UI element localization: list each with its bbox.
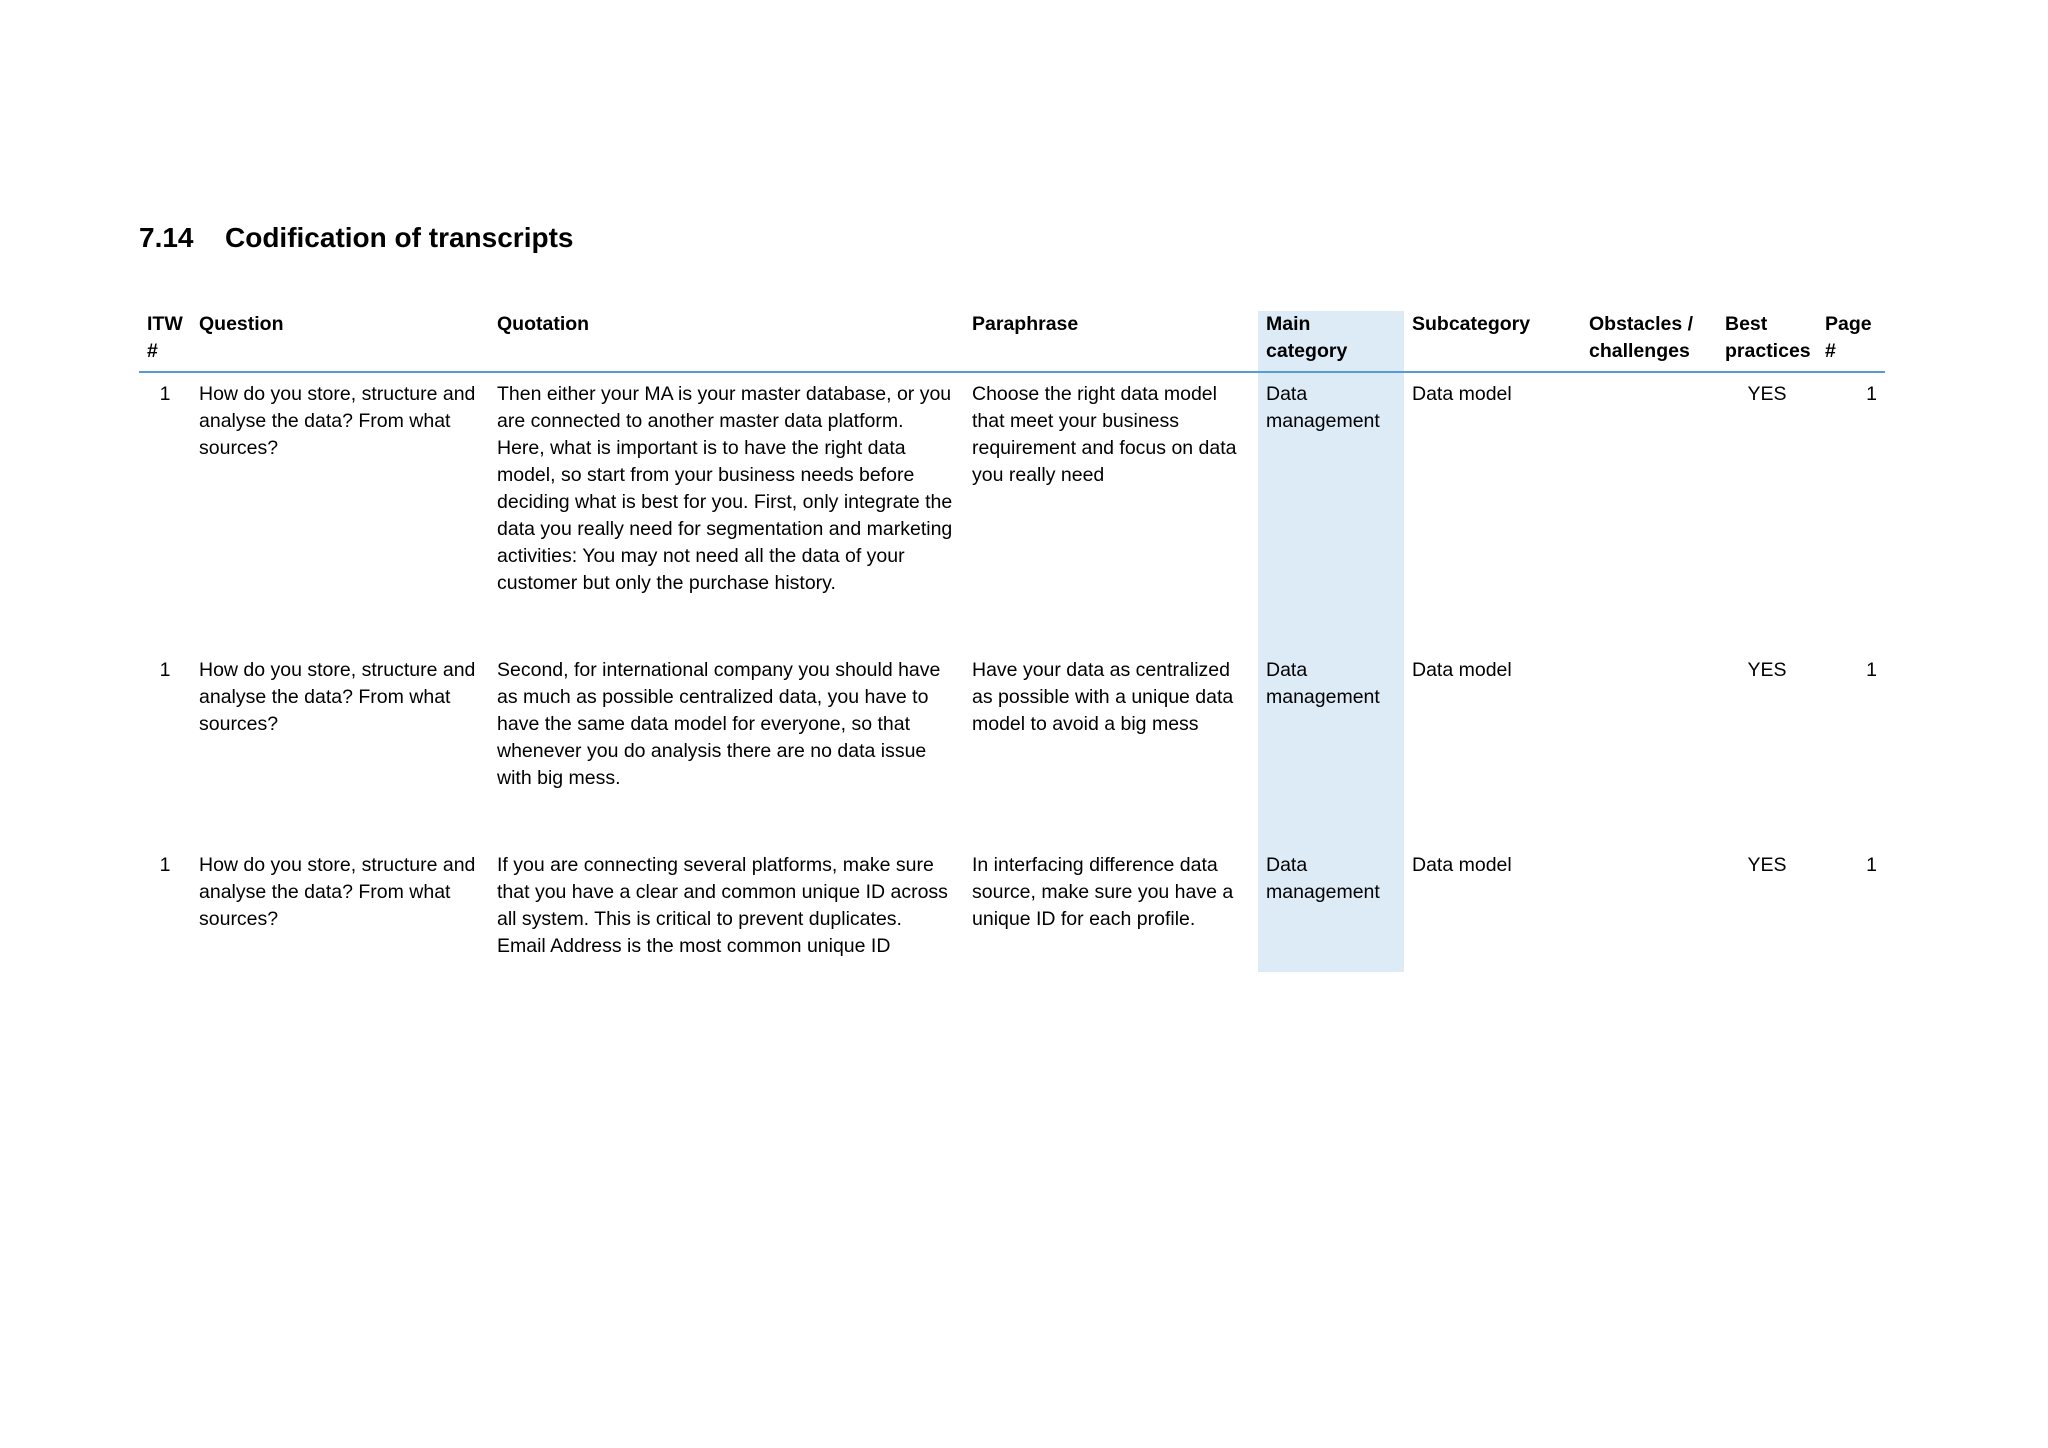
header-obstacles: Obstacles / challenges [1581,311,1717,372]
cell-best-practices: YES [1747,383,1787,405]
cell-obstacles [1581,844,1717,972]
cell-quotation: Then either your MA is your master database, or you are connected to another master data platform. Here, what is important is to have the right data model, so start from your business needs before deciding what is best for you. First, only integrate the data you really need for segmentation and marketing activities: You may not need all the data of your customer but only the purchase history. [497,383,953,594]
table-row [139,844,1885,972]
cell-subcategory: Data model [1412,659,1512,681]
header-main-category: Main category [1258,311,1404,372]
header-subcategory: Subcategory [1404,311,1581,372]
cell-best-practices: YES [1747,659,1787,681]
table-header-row [139,311,1885,372]
cell-itw: 1 [159,383,171,405]
cell-obstacles [1581,649,1717,844]
section-number: 7.14 [139,222,194,253]
cell-quotation: If you are connecting several platforms, make sure that you have a clear and common unique ID across all system. This is critical to prevent duplicates. Email Address is the most common unique ID [497,854,948,957]
cell-obstacles [1581,372,1717,649]
cell-page: 1 [1866,854,1877,876]
cell-question: How do you store, structure and analyse the data? From what sources? [199,854,476,930]
cell-subcategory: Data model [1412,383,1512,405]
cell-paraphrase: In interfacing difference data source, make sure you have a unique ID for each profile. [972,854,1234,930]
section-title: Codification of transcripts [225,222,574,253]
cell-subcategory: Data model [1412,854,1512,876]
cell-quotation: Second, for international company you should have as much as possible centralized data, you have to have the same data model for everyone, so that whenever you do analysis there are no data issue with big mess. [497,659,941,789]
cell-paraphrase: Have your data as centralized as possible with a unique data model to avoid a big mess [972,659,1234,735]
cell-question: How do you store, structure and analyse the data? From what sources? [199,659,476,735]
cell-page: 1 [1866,383,1877,405]
section-heading [139,222,573,254]
header-quotation: Quotation [489,311,964,372]
cell-paraphrase: Choose the right data model that meet your business requirement and focus on data you really need [972,383,1237,486]
codification-table [139,311,1885,972]
cell-page: 1 [1866,659,1877,681]
cell-main-category: Data management [1258,649,1404,844]
header-paraphrase: Paraphrase [964,311,1258,372]
header-best-practices: Best practices [1717,311,1817,372]
table-row [139,649,1885,844]
cell-best-practices: YES [1747,854,1787,876]
header-itw: ITW # [139,311,191,372]
cell-itw: 1 [159,854,171,876]
header-question: Question [191,311,489,372]
cell-main-category: Data management [1258,372,1404,649]
header-page: Page # [1817,311,1885,372]
table-row [139,372,1885,649]
cell-itw: 1 [159,659,171,681]
cell-main-category: Data management [1258,844,1404,972]
cell-question: How do you store, structure and analyse the data? From what sources? [199,383,476,459]
